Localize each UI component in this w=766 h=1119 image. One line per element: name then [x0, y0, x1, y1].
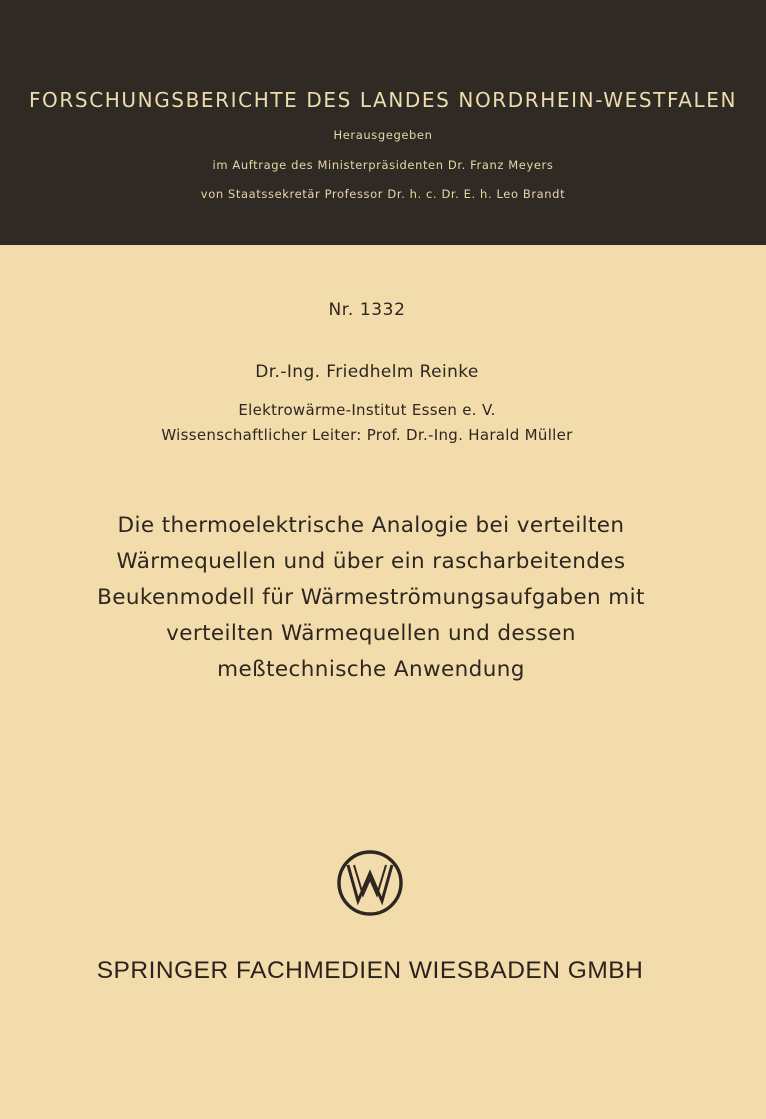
institute-name: Elektrowärme-Institut Essen e. V. — [238, 401, 496, 419]
editor-line-brandt: von Staatssekretär Professor Dr. h. c. Dr. E. h. Leo Brandt — [200, 187, 566, 201]
title-line: verteilten Wärmequellen und dessen — [166, 621, 576, 646]
header-band — [0, 0, 766, 245]
title-line: meßtechnische Anwendung — [217, 657, 525, 682]
series-title: FORSCHUNGSBERICHTE DES LANDES NORDRHEIN-WESTFALEN — [28, 88, 738, 112]
title-line: Wärmequellen und über ein rascharbeitendes — [116, 549, 626, 574]
title-line: Die thermoelektrische Analogie bei verteilten — [117, 513, 625, 538]
report-number: Nr. 1332 — [328, 300, 406, 320]
author-name: Dr.-Ing. Friedhelm Reinke — [255, 362, 479, 382]
title-line: Beukenmodell für Wärmeströmungsaufgaben mit — [97, 585, 645, 610]
book-title — [0, 508, 742, 688]
circled-w-icon — [336, 849, 404, 917]
editor-line-herausgegeben: Herausgegeben — [333, 128, 433, 142]
editor-line-auftrag: im Auftrage des Ministerpräsidenten Dr. Franz Meyers — [212, 158, 554, 172]
scientific-director: Wissenschaftlicher Leiter: Prof. Dr.-Ing. Harald Müller — [161, 426, 573, 444]
publisher-name: SPRINGER FACHMEDIEN WIESBADEN GMBH — [96, 957, 644, 984]
